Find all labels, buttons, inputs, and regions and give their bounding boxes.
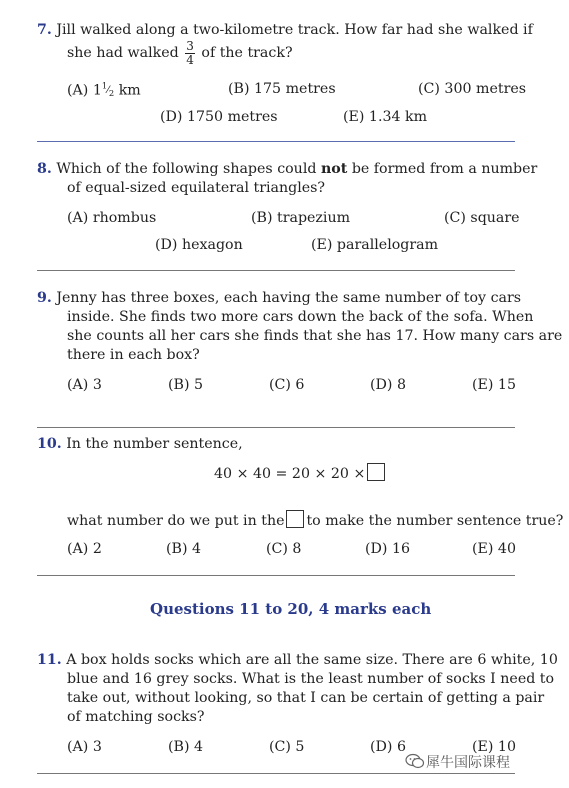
option-c: (C) 6 — [269, 377, 305, 393]
option-b: (B) 175 metres — [228, 81, 336, 97]
option-e: (E) 40 — [472, 541, 516, 557]
option-c: (C) square — [444, 210, 520, 226]
fraction-denominator: 4 — [186, 52, 194, 67]
option-b: (B) 5 — [168, 377, 204, 393]
option-b: (B) trapezium — [251, 210, 351, 226]
section-divider — [37, 773, 515, 774]
fraction-denominator: 2 — [108, 88, 115, 99]
option-e: (E) 15 — [472, 377, 516, 393]
chat-bubbles-icon — [405, 752, 425, 770]
option-a: (A) rhombus — [67, 210, 157, 226]
unit: km — [118, 82, 141, 99]
question-text: be formed from a number — [351, 161, 538, 177]
section-divider — [37, 270, 515, 271]
question-text: Jenny has three boxes, each having the same number of toy cars — [56, 290, 522, 306]
section-divider — [37, 427, 515, 428]
equation — [214, 463, 387, 484]
question-9-line-2: inside. She finds two more cars down the back of the sofa. When — [67, 309, 534, 325]
option-label: (A) — [67, 82, 89, 99]
option-c: (C) 8 — [266, 541, 302, 557]
option-d: (D) 16 — [365, 541, 411, 557]
option-e: (E) 1.34 km — [343, 109, 428, 125]
section-heading: Questions 11 to 20, 4 marks each — [150, 600, 432, 618]
question-7-line-2 — [67, 38, 293, 68]
question-9-line-4: there in each box? — [67, 347, 200, 363]
question-text: In the number sentence, — [66, 436, 243, 452]
option-b: (B) 4 — [168, 739, 204, 755]
option-c: (C) 300 metres — [418, 81, 527, 97]
question-number: 10. — [37, 436, 62, 452]
question-9-line-3: she counts all her cars she finds that she has 17. How many cars are — [67, 328, 563, 344]
option-d: (D) hexagon — [155, 237, 243, 253]
question-text: Jill walked along a two-kilometre track. How far had she walked if — [56, 22, 533, 38]
section-divider — [37, 575, 515, 576]
option-d: (D) 1750 metres — [160, 109, 278, 125]
question-text: A box holds socks which are all the same size. There are 6 white, 10 — [66, 652, 558, 668]
blank-box — [367, 463, 385, 481]
option-b: (B) 4 — [166, 541, 202, 557]
question-text: what number do we put in the — [67, 513, 285, 529]
fraction-numerator: 3 — [186, 38, 194, 53]
option-a: (A) 3 — [67, 377, 102, 393]
question-number: 11. — [37, 652, 62, 668]
question-text: of the track? — [201, 45, 293, 61]
option-a — [67, 81, 141, 98]
question-11-line-1 — [37, 651, 558, 670]
question-10-line-2 — [67, 510, 563, 531]
question-11-line-2: blue and 16 grey socks. What is the least number of socks I need to — [67, 671, 555, 687]
mixed-number-fraction: $^1⁄_2$ — [101, 81, 115, 99]
emphasis: not — [320, 161, 348, 177]
question-text: she had walked — [67, 45, 179, 61]
watermark-text: 犀牛国际课程 — [426, 755, 510, 771]
option-a: (A) 3 — [67, 739, 102, 755]
question-11-line-3: take out, without looking, so that I can be certain of getting a pair — [67, 690, 545, 706]
fraction-numerator: 1 — [101, 81, 108, 91]
question-9-line-1 — [37, 289, 521, 308]
option-a: (A) 2 — [67, 541, 102, 557]
question-8-line-1 — [37, 160, 537, 179]
blank-box — [286, 510, 304, 528]
question-10-line-1 — [37, 435, 243, 454]
section-divider — [37, 141, 515, 142]
question-11-line-4: of matching socks? — [67, 709, 205, 725]
option-e: (E) parallelogram — [311, 237, 439, 253]
question-text: Which of the following shapes could — [56, 161, 317, 177]
mixed-number-whole: 1 — [92, 82, 102, 99]
option-d: (D) 6 — [370, 739, 406, 755]
question-text: to make the number sentence true? — [306, 513, 564, 529]
option-c: (C) 5 — [269, 739, 305, 755]
question-number: 7. — [37, 22, 52, 38]
fraction — [185, 40, 195, 67]
question-number: 8. — [37, 161, 52, 177]
question-number: 9. — [37, 290, 52, 306]
option-d: (D) 8 — [370, 377, 406, 393]
option-e: (E) 10 — [472, 739, 516, 755]
question-8-line-2: of equal-sized equilateral triangles? — [67, 180, 326, 196]
equation-text: 40 × 40 = 20 × 20 × — [214, 466, 366, 482]
